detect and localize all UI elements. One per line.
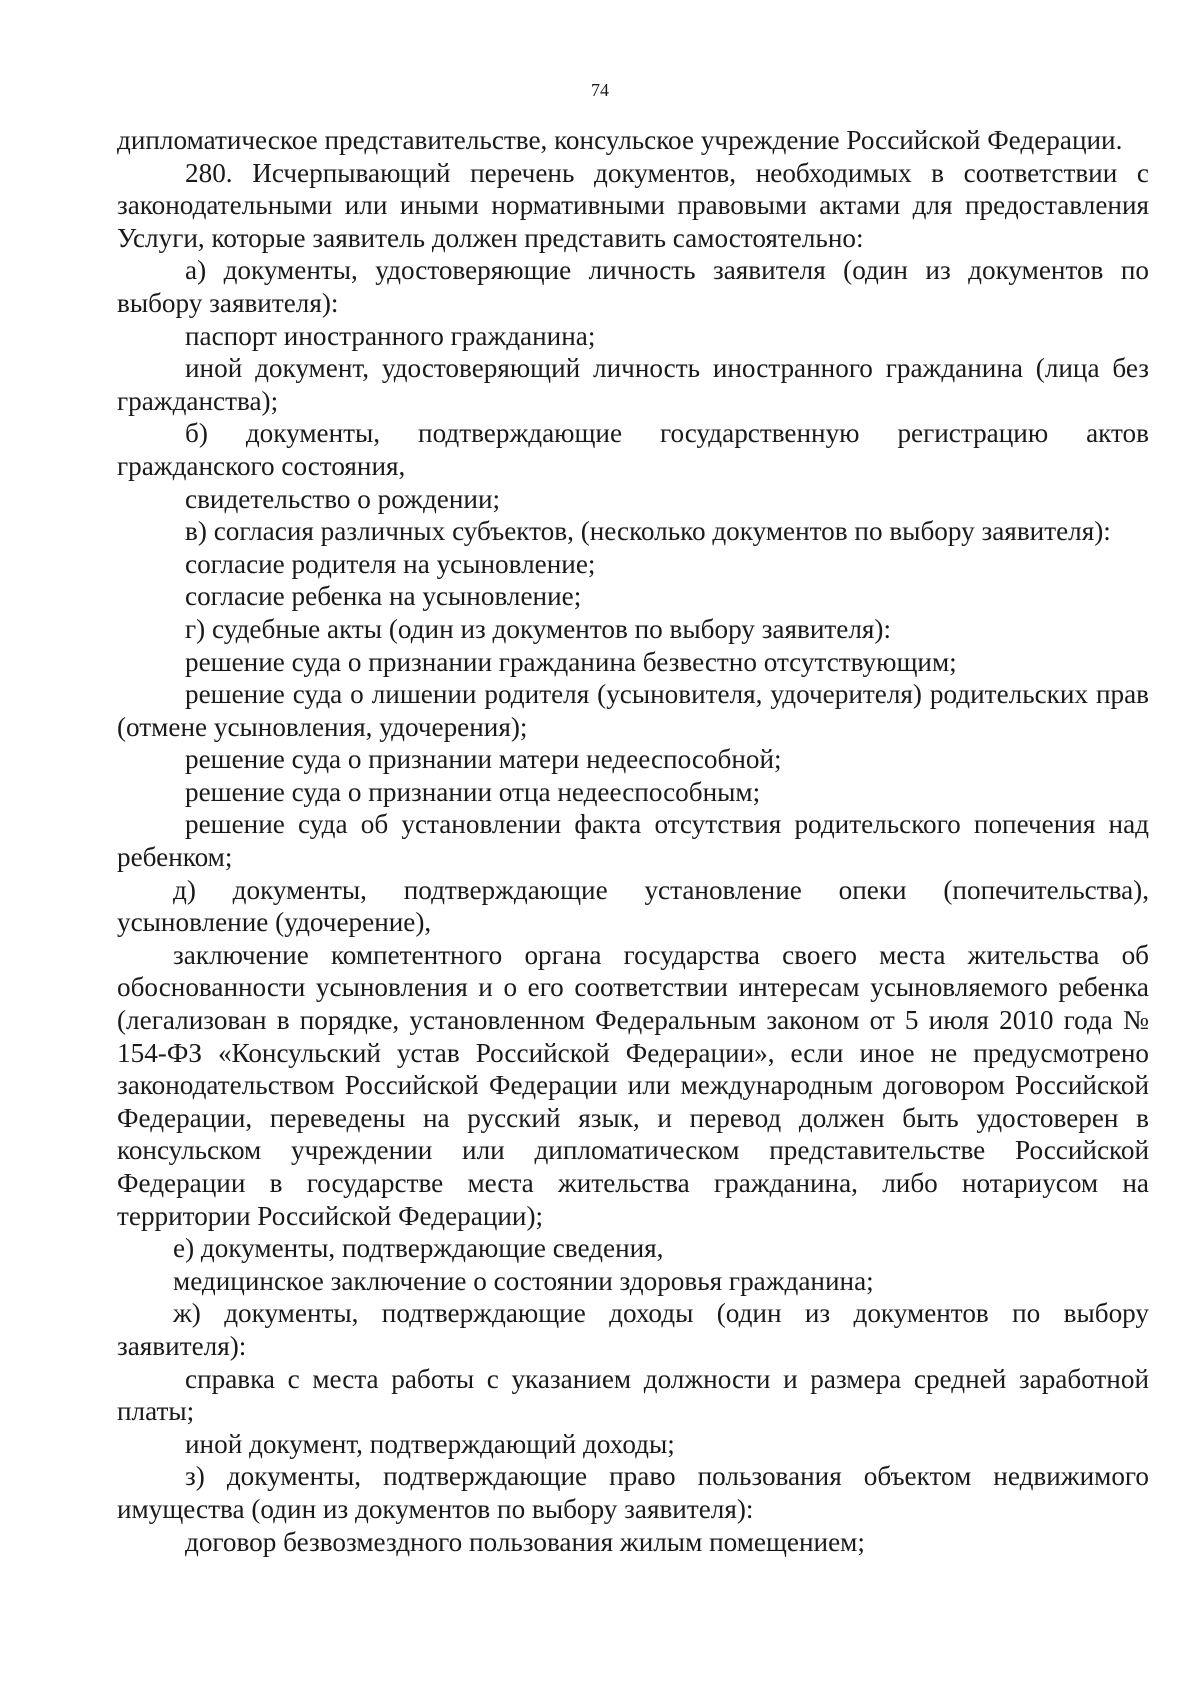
paragraph-9: согласие родителя на усыновление; [185, 548, 596, 579]
paragraph-24: з) документы, подтверждающие право пользования объектом недвижимого имущества (один из документов по выбору заявителя): [117, 1461, 1149, 1524]
paragraph-14: решение суда о признании матери недееспособной; [185, 744, 782, 775]
paragraph-19: е) документы, подтверждающие сведения, [173, 1233, 664, 1264]
paragraph-1: дипломатическое представительстве, консульское учреждение Российской Федерации. [117, 125, 1123, 155]
paragraph-25: договор безвозмездного пользования жилым помещением; [185, 1526, 865, 1557]
document-body [117, 124, 1149, 1558]
paragraph-23: иной документ, подтверждающий доходы; [185, 1428, 675, 1459]
paragraph-21: ж) документы, подтверждающие доходы (один из документов по выбору заявителя): [117, 1298, 1149, 1361]
paragraph-8: в) согласия различных субъектов, (несколько документов по выбору заявителя): [185, 516, 1111, 547]
paragraph-3: а) документы, удостоверяющие личность заявителя (один из документов по выбору заявителя): [117, 255, 1149, 318]
paragraph-7: свидетельство о рождении; [185, 483, 501, 514]
paragraph-2: 280. Исчерпывающий перечень документов, необходимых в соответствии с законодательными или иными нормативными правовыми актами для предоставления Услуги, которые заявитель должен представить самостоятельно: [117, 157, 1149, 253]
page-number: 74 [591, 80, 609, 100]
paragraph-10: согласие ребенка на усыновление; [185, 581, 582, 612]
paragraph-5: иной документ, удостоверяющий личность иностранного гражданина (лица без гражданства); [117, 353, 1149, 416]
paragraph-18: заключение компетентного органа государства своего места жительства об обоснованности усыновления и о его соответствии интересам усыновляемого ребенка (легализован в порядке, установленном Федеральным законом от 5 июля 2010 года № 154-ФЗ «Консульский устав Российской Федерации», если иное не предусмотрено законодательством Российской Федерации или международным договором Российской Федерации, переведены на русский язык, и перевод должен быть удостоверен в консульском учреждении или дипломатическом представительстве Российской Федерации в государстве места жительства гражданина, либо нотариусом на территории Российской Федерации); [117, 939, 1149, 1231]
paragraph-20: медицинское заключение о состоянии здоровья гражданина; [173, 1265, 874, 1296]
paragraph-22: справка с места работы с указанием должности и размера средней заработной платы; [117, 1363, 1149, 1427]
paragraph-17: д) документы, подтверждающие установление опеки (попечительства), усыновление (удочерение), [117, 874, 1149, 938]
paragraph-16: решение суда об установлении факта отсутствия родительского попечения над ребенком; [117, 809, 1149, 873]
paragraph-13: решение суда о лишении родителя (усыновителя, удочерителя) родительских прав (отмене усыновления, удочерения); [117, 679, 1149, 742]
paragraph-6: б) документы, подтверждающие государственную регистрацию актов гражданского состояния, [117, 418, 1149, 481]
paragraph-15: решение суда о признании отца недееспособным; [185, 776, 761, 807]
paragraph-4: паспорт иностранного гражданина; [185, 320, 596, 351]
paragraph-12: решение суда о признании гражданина безвестно отсутствующим; [185, 646, 957, 677]
paragraph-11: г) судебные акты (один из документов по выбору заявителя): [185, 613, 892, 644]
